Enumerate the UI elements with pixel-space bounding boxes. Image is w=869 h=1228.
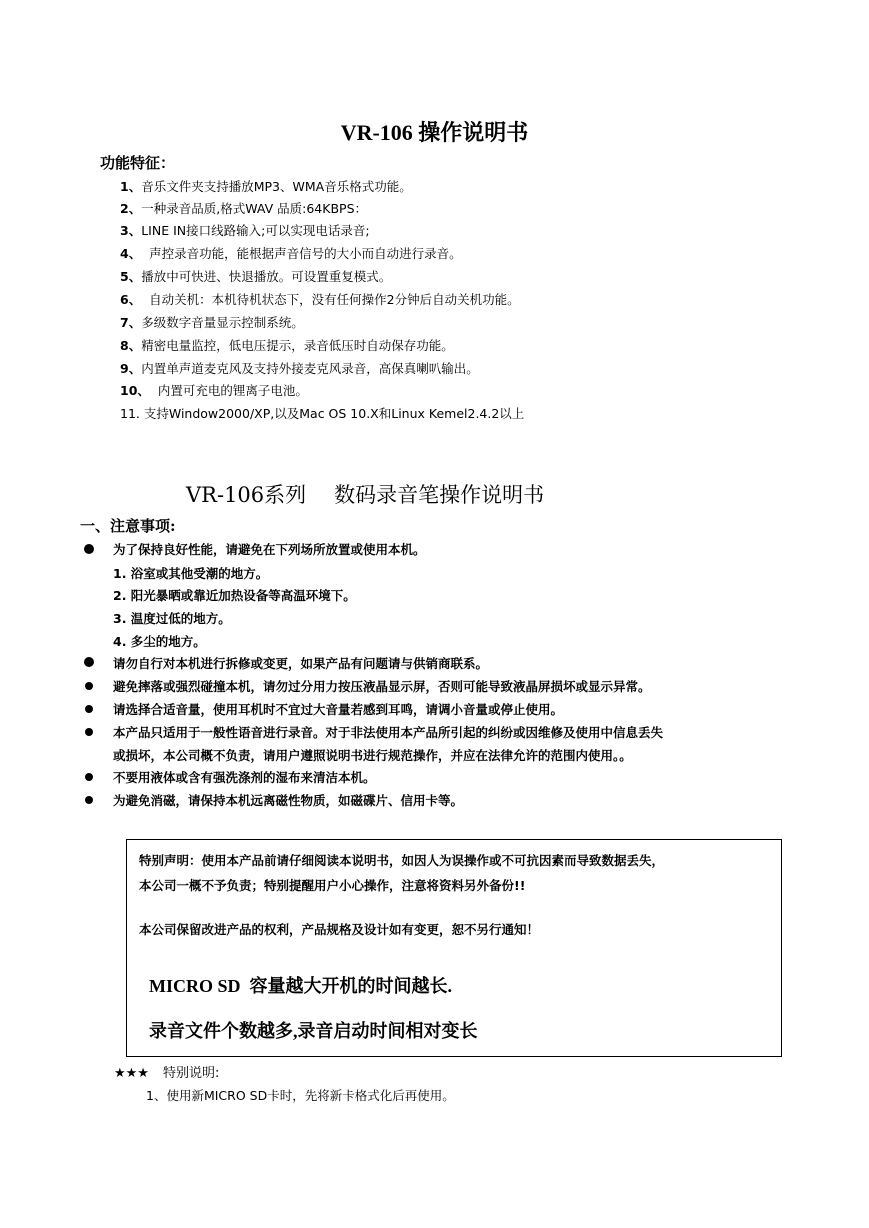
note-item: 不要用液体或含有强洗涤剂的湿布来清洁本机。 bbox=[113, 770, 376, 785]
note-item: 本产品只适用于一般性语音进行录音。对于非法使用本产品所引起的纠纷或因维修及使用中信息丢失 bbox=[113, 725, 664, 740]
notice-line: 本公司一概不予负责；特别提醒用户小心操作，注意将资料另外备份!! bbox=[139, 878, 526, 893]
sub-note-item: 2. 阳光暴晒或靠近加热设备等高温环境下。 bbox=[113, 588, 356, 603]
sub-note-item: 1. 浴室或其他受潮的地方。 bbox=[113, 566, 269, 581]
notice-line: 特别声明：使用本产品前请仔细阅读本说明书，如因人为误操作或不可抗因素而导致数据丢失， bbox=[139, 853, 665, 868]
feature-item: 10、 内置可充电的锂离子电池。 bbox=[120, 383, 308, 398]
sub-note-item: 3. 温度过低的地方。 bbox=[113, 611, 231, 626]
notice-line: 本公司保留改进产品的权利，产品规格及设计如有变更，恕不另行通知！ bbox=[139, 922, 540, 937]
feature-item: 3、LINE IN接口线路输入;可以实现电话录音; bbox=[120, 223, 370, 238]
feature-item: 11. 支持Window2000/XP,以及Mac OS 10.X和Linux Kemel2.4.2以上 bbox=[120, 406, 525, 421]
bullet-icon bbox=[85, 682, 93, 690]
notice-big-line: 录音文件个数越多,录音启动时间相对变长 bbox=[149, 1021, 478, 1041]
features-heading: 功能特征： bbox=[100, 154, 176, 172]
bullet-icon bbox=[85, 773, 93, 781]
bullet-icon bbox=[84, 544, 94, 554]
special-note-heading: ★★★ 特别说明: bbox=[114, 1066, 220, 1081]
series-title: VR-106系列 数码录音笔操作说明书 bbox=[186, 483, 545, 507]
feature-item: 9、内置单声道麦克风及支持外接麦克风录音，高保真喇叭输出。 bbox=[120, 361, 479, 376]
notice-big-line: MICRO SD 容量越大开机的时间越长. bbox=[149, 976, 453, 996]
feature-item: 7、多级数字音量显示控制系统。 bbox=[120, 315, 304, 330]
feature-item: 5、播放中可快进、快退播放。可设置重复模式。 bbox=[120, 269, 392, 284]
bullet-icon bbox=[85, 705, 93, 713]
note-item: 避免摔落或强烈碰撞本机，请勿过分用力按压液晶显示屏，否则可能导致液晶屏损坏或显示异常。 bbox=[113, 679, 651, 694]
feature-item: 8、精密电量监控，低电压提示，录音低压时自动保存功能。 bbox=[120, 338, 454, 353]
notes-heading: 一、注意事项: bbox=[80, 517, 176, 535]
feature-item: 1、音乐文件夹支持播放MP3、WMA音乐格式功能。 bbox=[120, 179, 412, 194]
note-item-continued: 或损坏，本公司概不负责，请用户遵照说明书进行规范操作，并应在法律允许的范围内使用。。 bbox=[113, 748, 632, 763]
note-item: 请选择合适音量，使用耳机时不宜过大音量若感到耳鸣，请调小音量或停止使用。 bbox=[113, 702, 564, 717]
special-note-item: 1、使用新MICRO SD卡时，先将新卡格式化后再使用。 bbox=[146, 1088, 455, 1103]
bullet-icon bbox=[85, 728, 93, 736]
note-item: 请勿自行对本机进行拆修或变更，如果产品有问题请与供销商联系。 bbox=[113, 656, 489, 671]
feature-item: 4、 声控录音功能，能根据声音信号的大小而自动进行录音。 bbox=[120, 246, 462, 261]
note-item: 为了保持良好性能，请避免在下列场所放置或使用本机。 bbox=[113, 542, 426, 557]
feature-item: 2、一种录音品质,格式WAV 品质:64KBPS： bbox=[120, 201, 368, 216]
stars-icon: ★★★ bbox=[114, 1066, 149, 1081]
bullet-icon bbox=[84, 657, 94, 667]
bullet-icon bbox=[85, 796, 93, 804]
sub-note-item: 4. 多尘的地方。 bbox=[113, 634, 206, 649]
feature-item: 6、 自动关机：本机待机状态下，没有任何操作2分钟后自动关机功能。 bbox=[120, 292, 520, 307]
document-title: VR-106 操作说明书 bbox=[340, 120, 529, 145]
note-item: 为避免消磁，请保持本机远离磁性物质，如磁碟片、信用卡等。 bbox=[113, 793, 464, 808]
